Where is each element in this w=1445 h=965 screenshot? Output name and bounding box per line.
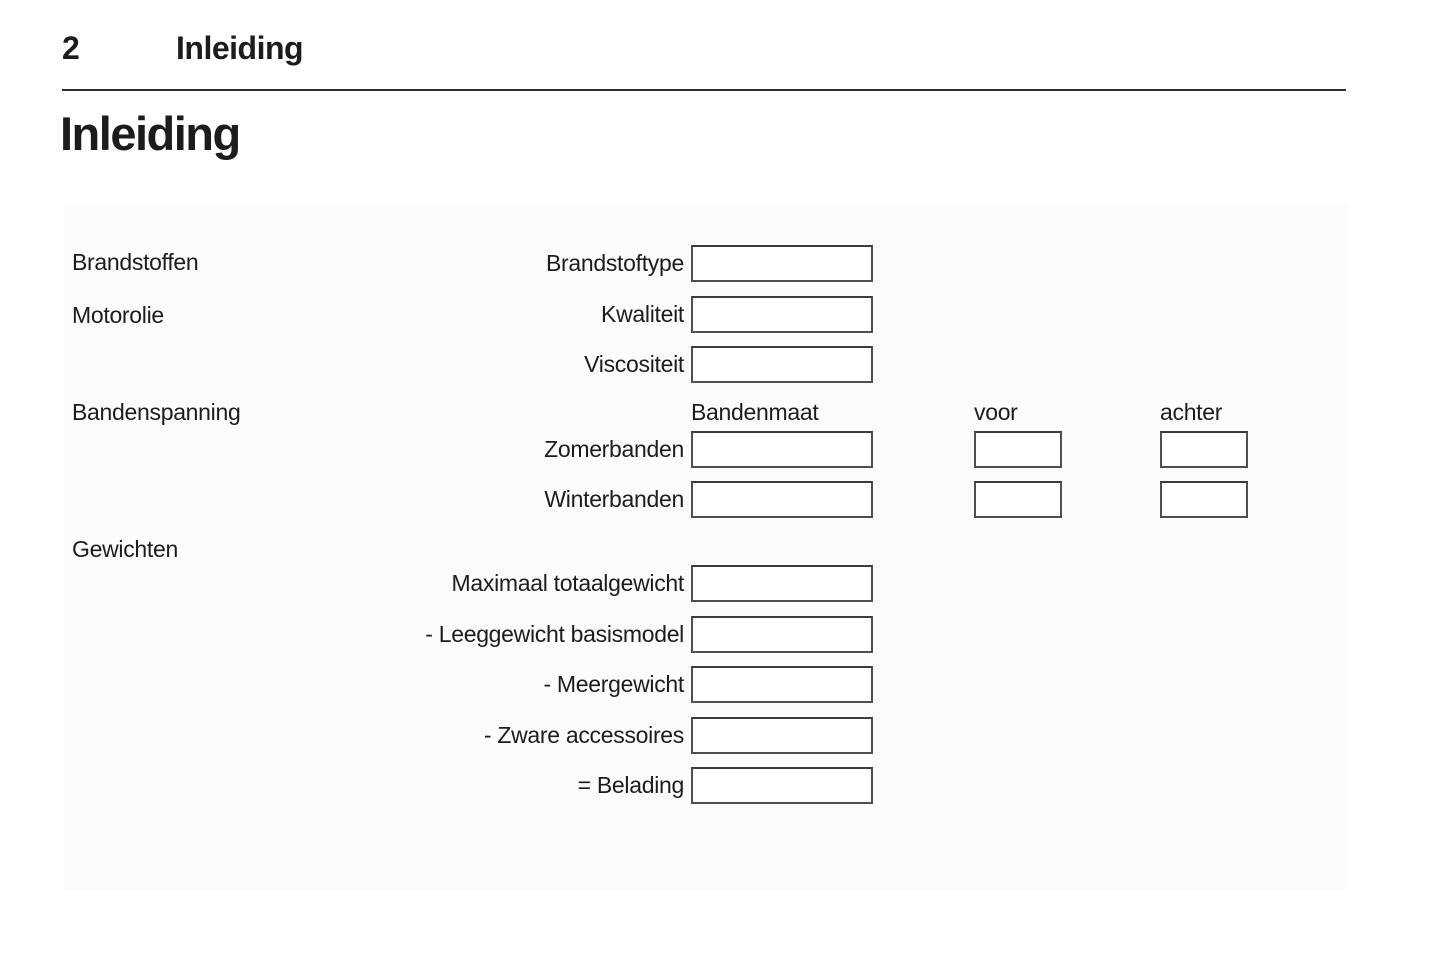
field-label-zomerbanden: Zomerbanden [544,436,684,462]
field-label-belading: = Belading [577,772,684,798]
specs-form-panel [64,203,1348,890]
field-label-winterbanden: Winterbanden [544,486,684,512]
meergewicht-input[interactable] [691,666,873,703]
field-label-leeggewicht-basismodel: - Leeggewicht basismodel [425,621,684,647]
winterbanden-bandenmaat-input[interactable] [691,481,873,518]
section-label-brandstoffen: Brandstoffen [72,249,199,275]
brandstoftype-input[interactable] [691,245,873,282]
zomerbanden-bandenmaat-input[interactable] [691,431,873,468]
column-header-achter: achter [1160,399,1223,425]
section-label-motorolie: Motorolie [72,302,164,328]
section-label-bandenspanning: Bandenspanning [72,399,241,425]
maximaal-totaalgewicht-input[interactable] [691,565,873,602]
winterbanden-voor-input[interactable] [974,481,1062,518]
viscositeit-input[interactable] [691,346,873,383]
zomerbanden-voor-input[interactable] [974,431,1062,468]
header-divider [62,89,1346,91]
field-label-zware-accessoires: - Zware accessoires [483,722,684,748]
field-label-maximaal-totaalgewicht: Maximaal totaalgewicht [451,570,684,596]
zware-accessoires-input[interactable] [691,717,873,754]
leeggewicht-basismodel-input[interactable] [691,616,873,653]
section-label-gewichten: Gewichten [72,536,178,562]
field-label-kwaliteit: Kwaliteit [601,301,684,327]
column-header-bandenmaat: Bandenmaat [691,399,819,425]
page-number: 2 [62,30,80,66]
field-label-meergewicht: - Meergewicht [543,671,684,697]
winterbanden-achter-input[interactable] [1160,481,1248,518]
zomerbanden-achter-input[interactable] [1160,431,1248,468]
field-label-viscositeit: Viscositeit [584,351,684,377]
belading-input[interactable] [691,767,873,804]
kwaliteit-input[interactable] [691,296,873,333]
chapter-header: Inleiding [176,30,304,66]
field-label-brandstoftype: Brandstoftype [545,250,684,276]
page-title: Inleiding [60,107,240,160]
column-header-voor: voor [974,399,1018,425]
